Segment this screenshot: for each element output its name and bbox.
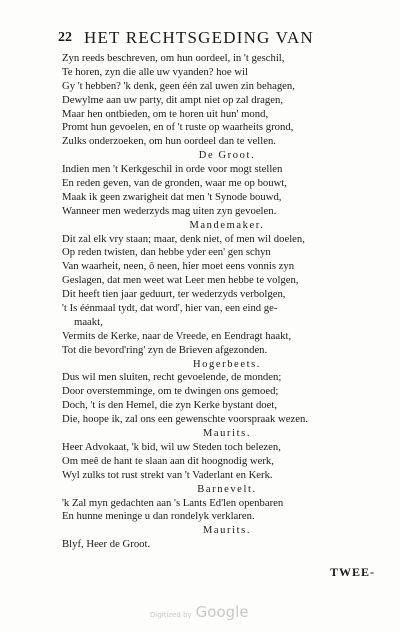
verse-line: Vermits de Kerke, naar de Vreede, en Eendragt haakt,: [62, 329, 292, 342]
verse-line: 't Is éénmaal tydt, dat word', hier van, een eind ge-: [62, 302, 278, 315]
verse-line: Zyn reeds beschreven, om hun oordeel, in 't geschil,: [62, 52, 285, 64]
catchword: TWEE-: [330, 565, 376, 579]
google-logo: Google: [195, 603, 249, 621]
verse-line: Zulks onderzoeken, om hun oordeel dan te vellen.: [62, 135, 276, 148]
verse-line: En hunne meninge u dan rondelyk verklaren.: [62, 510, 255, 523]
verse-line: Maar hen ontbieden, om te horen uit hun' mond,: [62, 107, 269, 120]
verse-line: Dit heeft tien jaar geduurt, ter wederzyds verbolgen,: [62, 288, 286, 301]
page-number: 22: [58, 30, 72, 45]
verse-line: Heer Advokaat, 'k bid, wil uw Steden toch belezen,: [62, 440, 281, 453]
verse-line: Blyf, Heer de Groot.: [62, 538, 151, 551]
verse-line: Maak ik geen zwarigheit dat men 't Synode bouwd,: [62, 190, 282, 203]
speaker-name: Mandemaker.: [189, 219, 265, 231]
speaker-name: Hogerbeets.: [192, 358, 262, 370]
verse-line: Wyl zulks tot rust strekt van 't Vaderlant en Kerk.: [62, 468, 273, 481]
verse-line: Van waarheit, neen, ô neen, hier moet eens vonnis zyn: [62, 260, 295, 273]
google-watermark: [150, 603, 249, 621]
verse-text: [62, 52, 392, 552]
verse-line: Tot die bevord'ring' zyn de Brieven afgezonden.: [62, 343, 268, 356]
page-header: [58, 28, 388, 50]
verse-line: Dit zal elk vry staan; maar, denk niet, of men wil doelen,: [62, 232, 305, 245]
verse-line: 'k Zal myn gedachten aan 's Lants Ed'len openbaren: [62, 496, 284, 509]
verse-line: Dus wil men sluiten, recht gevoelende, de monden;: [62, 371, 282, 384]
verse-line-continuation: maakt,: [74, 315, 103, 328]
verse-line: Indien men 't Kerkgeschil in orde voor mogt stellen: [62, 163, 283, 176]
speaker-name: Maurits.: [202, 428, 252, 440]
verse-line: Wanneer men wederzyds mag uiten zyn gevoelen.: [62, 204, 277, 217]
verse-line: Doch, 't is den Hemel, die zyn Kerke bystant doet,: [62, 399, 278, 412]
verse-line: Dewylme aan uw party, dit ampt niet op zal dragen,: [62, 93, 283, 106]
speaker-name: Maurits.: [202, 525, 252, 537]
verse-line: Op reden twisten, dan hebbe yder een' gen schyn: [62, 246, 271, 259]
verse-line: Gy 't hebben? 'k denk, geen één zal uwen zin behagen,: [62, 79, 295, 92]
verse-line: Geslagen, dat men weet wat Leer men hebbe te volgen,: [62, 274, 299, 287]
verse-line: Die, hoope ik, zal ons een gewenschte voorspraak wezen.: [62, 413, 309, 426]
verse-line: Om meê de hant te slaan aan dit hoognodig werk,: [62, 454, 274, 467]
verse-line: En reden geven, van de gronden, waar me op bouwt,: [62, 177, 287, 190]
running-title: HET RECHTSGEDING VAN: [84, 28, 314, 47]
verse-line: Promt hun gevoelen, en of 't ruste op waarheits grond,: [62, 121, 294, 134]
watermark-digitized-label: Digitized by: [150, 611, 192, 619]
verse-line: Door overstemminge, om te dwingen ons gemoed;: [62, 385, 279, 398]
verse-line: Te horen, zyn die alle uw vyanden? hoe wil: [62, 65, 248, 78]
speaker-name: Barnevelt.: [197, 483, 257, 495]
speaker-name: De Groot.: [198, 150, 256, 162]
